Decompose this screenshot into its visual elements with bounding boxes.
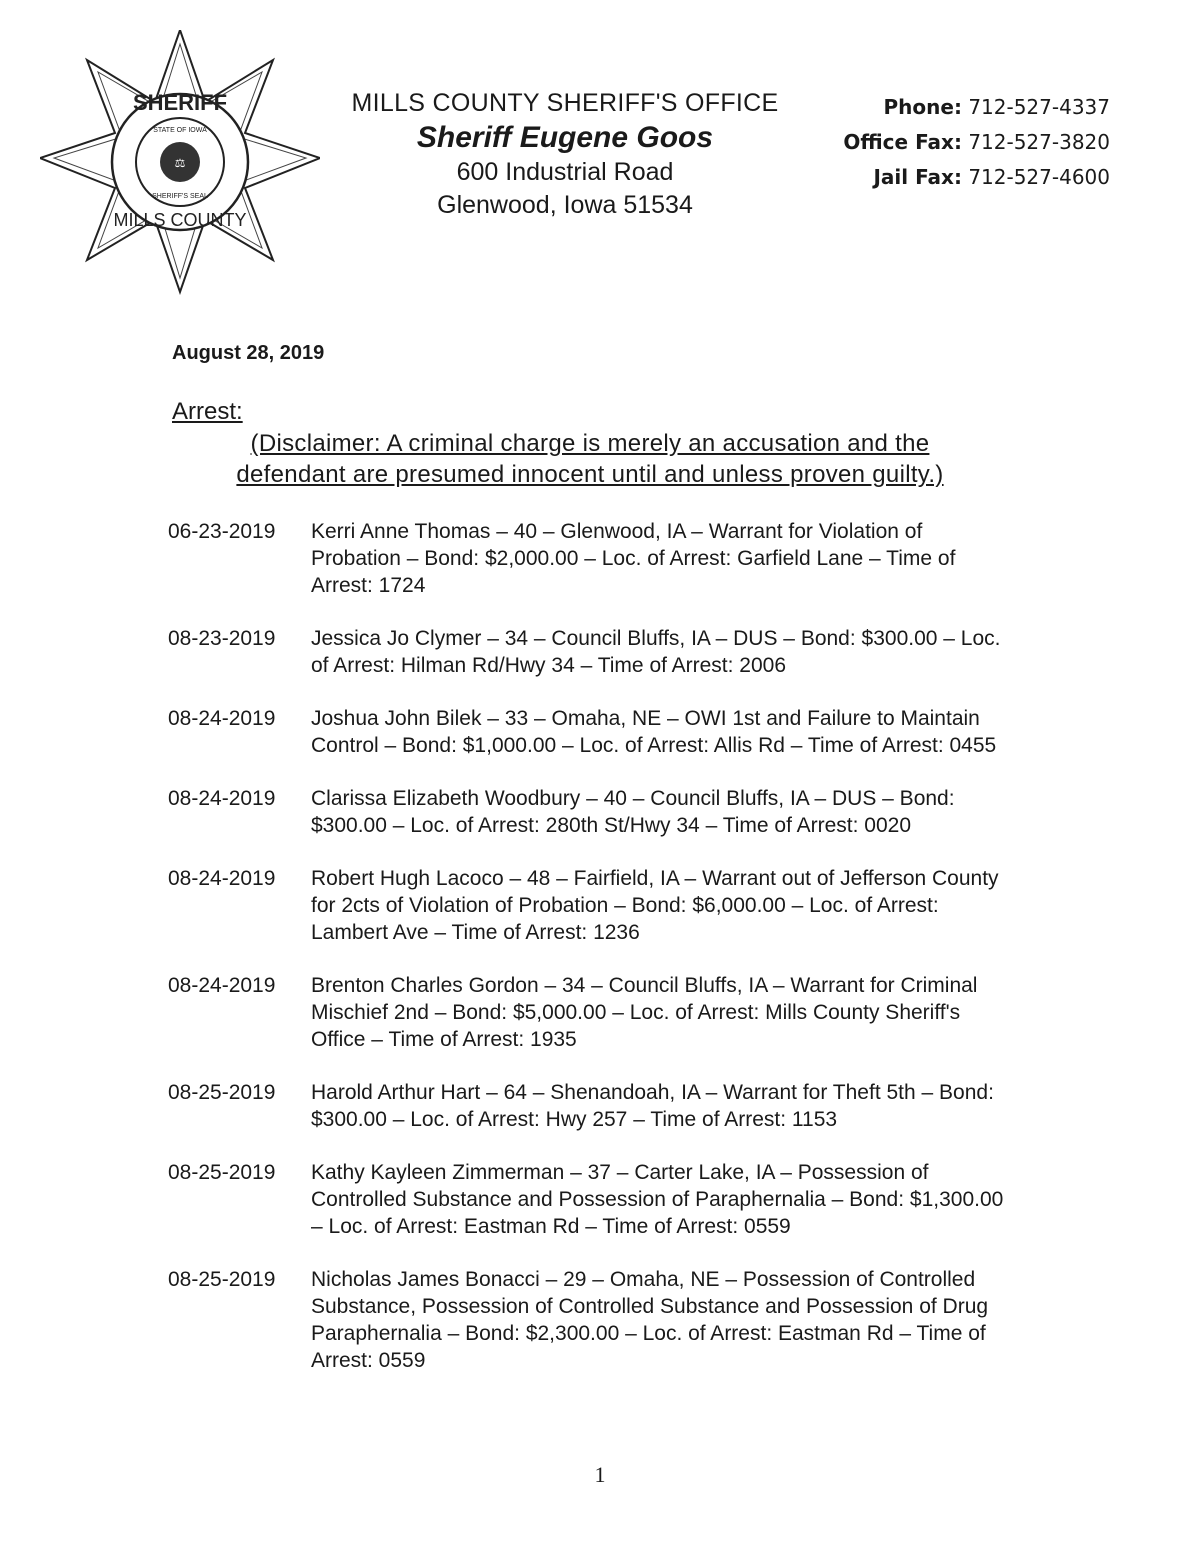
- disclaimer: [180, 428, 1000, 490]
- arrest-details: Nicholas James Bonacci – 29 – Omaha, NE – Possession of Controlled Substance, Possession of Controlled Substance and Possession of Drug Paraphernalia – Bond: $2,300.00 – Loc. of Arrest: Eastman Rd – Time of Arrest: 0559: [311, 1268, 989, 1372]
- arrest-entry: [168, 1159, 1028, 1240]
- arrest-date: 08-24-2019: [168, 974, 276, 997]
- arrest-details: Robert Hugh Lacoco – 48 – Fairfield, IA – Warrant out of Jefferson County for 2cts of Violation of Probation – Bond: $6,000.00 – Loc. of Arrest: Lambert Ave – Time of Arrest: 1236: [311, 867, 999, 944]
- arrest-date: 08-24-2019: [168, 867, 276, 890]
- arrest-details: Brenton Charles Gordon – 34 – Council Bluffs, IA – Warrant for Criminal Mischief 2nd – Bond: $5,000.00 – Loc. of Arrest: Mills County Sheriff's Office – Time of Arrest: 1935: [311, 974, 978, 1051]
- arrest-details: Clarissa Elizabeth Woodbury – 40 – Council Bluffs, IA – DUS – Bond: $300.00 – Loc. of Arrest: 280th St/Hwy 34 – Time of Arrest: 0020: [311, 787, 955, 837]
- phone-line: [806, 90, 1110, 125]
- seal-text-bottom: SHERIFF'S SEAL: [152, 193, 208, 200]
- sheriff-badge-logo: [40, 30, 320, 295]
- office-fax-label: Office Fax:: [843, 130, 962, 154]
- badge-text-top: SHERIFF: [132, 90, 228, 115]
- phone-number: 712-527-4337: [968, 95, 1110, 119]
- address-line2: Glenwood, Iowa 51534: [437, 191, 693, 219]
- svg-text:⚖: ⚖: [174, 156, 186, 170]
- seal-text-top: STATE OF IOWA: [153, 127, 207, 134]
- arrest-details: Harold Arthur Hart – 64 – Shenandoah, IA – Warrant for Theft 5th – Bond: $300.00 – Loc. of Arrest: Hwy 257 – Time of Arrest: 1153: [311, 1081, 994, 1131]
- letterhead-center: [330, 88, 800, 222]
- jail-fax-label: Jail Fax:: [873, 165, 962, 189]
- office-fax-number: 712-527-3820: [968, 130, 1110, 154]
- arrest-entry: [168, 705, 1028, 759]
- arrest-entry: [168, 625, 1028, 679]
- report-date: August 28, 2019: [172, 342, 325, 364]
- arrest-date: 08-24-2019: [168, 787, 276, 810]
- arrest-details: Jessica Jo Clymer – 34 – Council Bluffs, IA – DUS – Bond: $300.00 – Loc. of Arrest: Hilman Rd/Hwy 34 – Time of Arrest: 2006: [311, 627, 1001, 677]
- disclaimer-line1: (Disclaimer: A criminal charge is merely an accusation and the: [250, 430, 930, 457]
- office-fax-line: [806, 125, 1110, 160]
- phone-label: Phone:: [883, 95, 962, 119]
- sheriff-name: Sheriff Eugene Goos: [416, 121, 714, 154]
- arrest-date: 06-23-2019: [168, 520, 276, 543]
- arrest-entry: [168, 1266, 1028, 1374]
- arrest-details: Kerri Anne Thomas – 40 – Glenwood, IA – Warrant for Violation of Probation – Bond: $2,000.00 – Loc. of Arrest: Garfield Lane – Time of Arrest: 1724: [311, 520, 956, 597]
- arrest-entry: [168, 518, 1028, 599]
- page-number: 1: [594, 1462, 606, 1487]
- arrest-date: 08-25-2019: [168, 1268, 276, 1291]
- arrest-list: [168, 518, 1028, 1400]
- section-title: Arrest:: [172, 398, 243, 425]
- arrest-entry: [168, 865, 1028, 946]
- address-line1: 600 Industrial Road: [456, 158, 674, 186]
- arrest-date: 08-25-2019: [168, 1081, 276, 1104]
- office-name: MILLS COUNTY SHERIFF'S OFFICE: [351, 89, 779, 117]
- contact-block: [806, 90, 1110, 195]
- arrest-date: 08-23-2019: [168, 627, 276, 650]
- jail-fax-number: 712-527-4600: [968, 165, 1110, 189]
- badge-text-bottom: MILLS COUNTY: [113, 210, 247, 230]
- arrest-entry: [168, 785, 1028, 839]
- arrest-date: 08-25-2019: [168, 1161, 276, 1184]
- jail-fax-line: [806, 160, 1110, 195]
- arrest-entry: [168, 972, 1028, 1053]
- arrest-entry: [168, 1079, 1028, 1133]
- arrest-details: Kathy Kayleen Zimmerman – 37 – Carter Lake, IA – Possession of Controlled Substance and Possession of Paraphernalia – Bond: $1,300.00 – Loc. of Arrest: Eastman Rd – Time of Arrest: 0559: [311, 1161, 1004, 1238]
- disclaimer-line2: defendant are presumed innocent until and unless proven guilty.): [236, 461, 944, 488]
- arrest-date: 08-24-2019: [168, 707, 276, 730]
- arrest-details: Joshua John Bilek – 33 – Omaha, NE – OWI 1st and Failure to Maintain Control – Bond: $1,000.00 – Loc. of Arrest: Allis Rd – Time of Arrest: 0455: [311, 707, 997, 757]
